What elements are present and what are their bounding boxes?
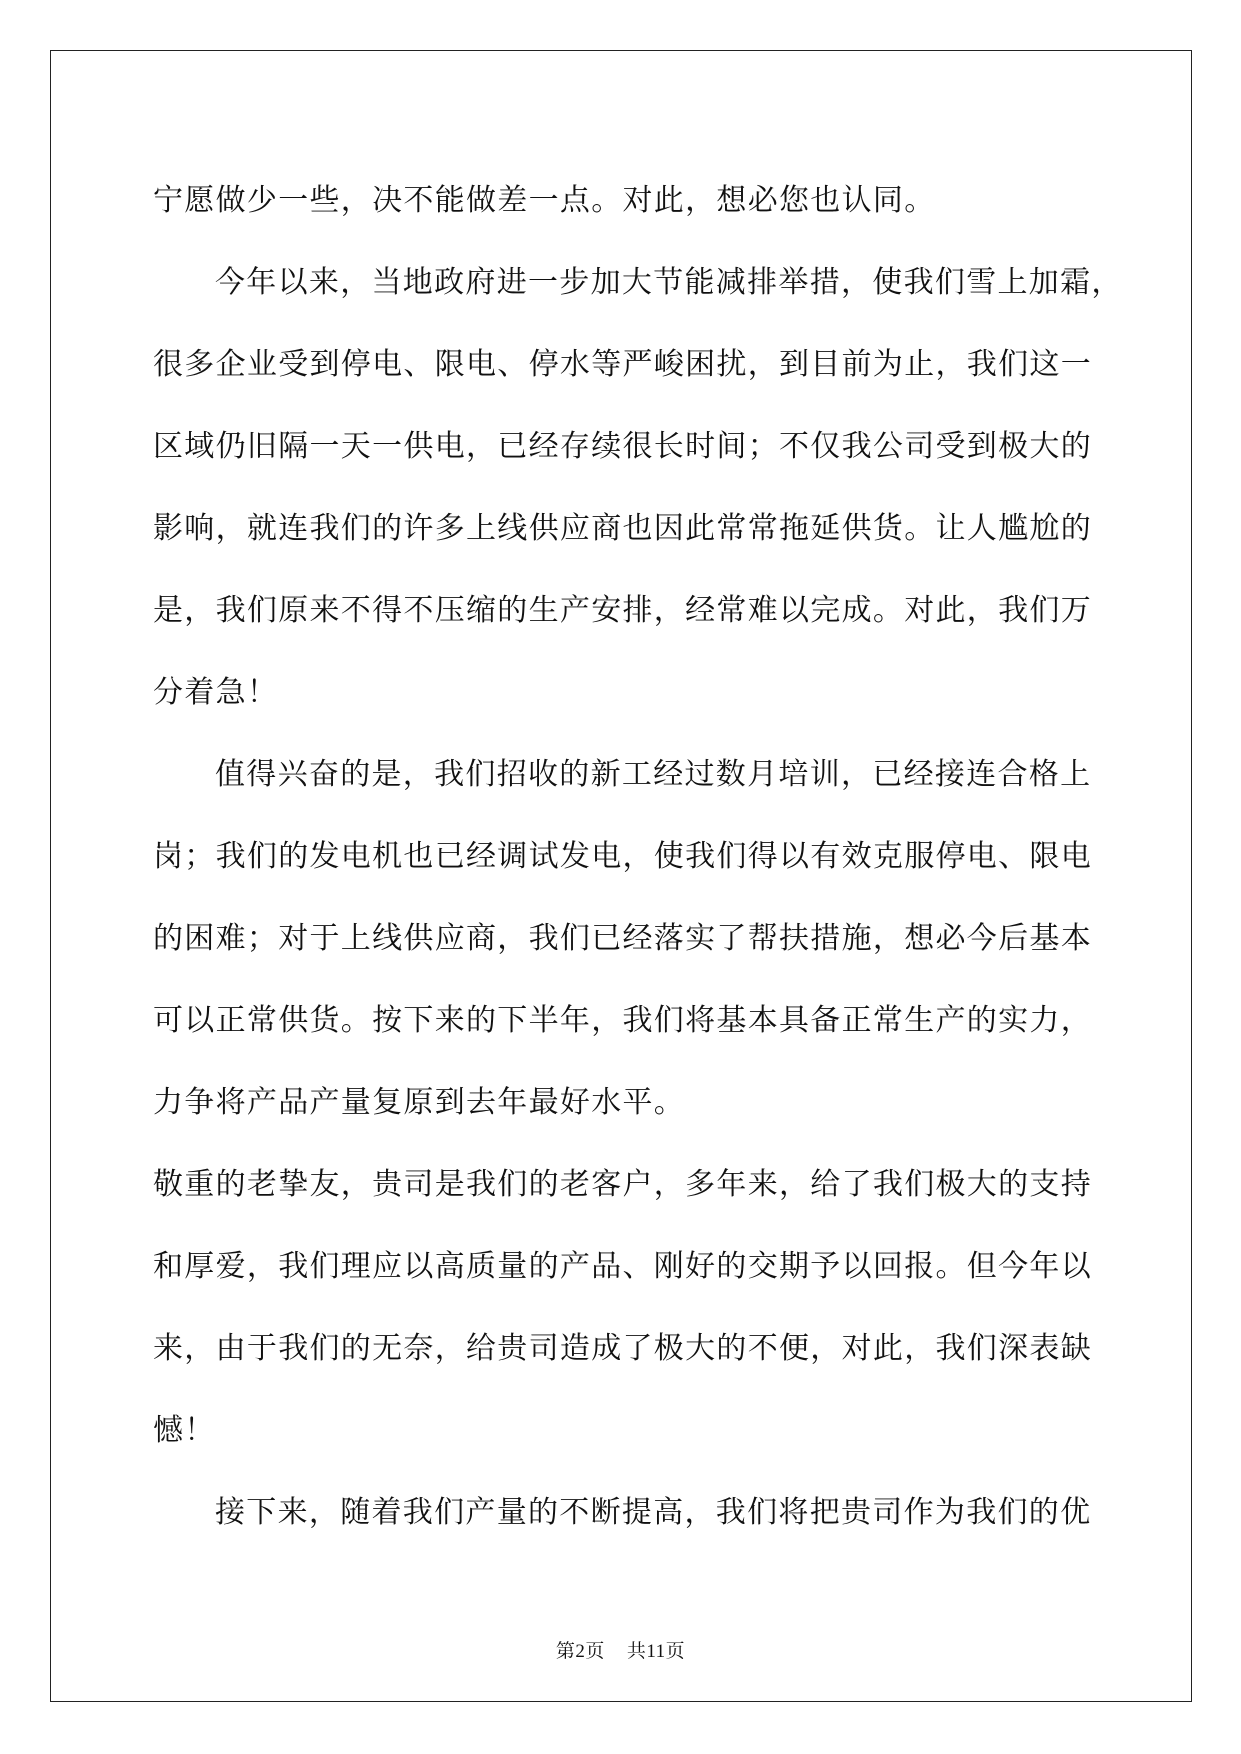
text-line: 宁愿做少一些，决不能做差一点。对此，想必您也认同。 bbox=[153, 183, 936, 218]
text-line: 值得兴奋的是，我们招收的新工经过数月培训，已经接连合格上 bbox=[215, 757, 1092, 792]
page-footer bbox=[0, 1636, 1241, 1663]
text-line: 很多企业受到停电、限电、停水等严峻困扰，到目前为止，我们这一 bbox=[153, 347, 1092, 382]
text-line: 憾！ bbox=[153, 1413, 216, 1448]
text-line: 影响，就连我们的许多上线供应商也因此常常拖延供货。让人尴尬的 bbox=[153, 511, 1092, 546]
text-line: 今年以来，当地政府进一步加大节能减排举措，使我们雪上加霜， bbox=[215, 265, 1123, 300]
text-line: 接下来，随着我们产量的不断提高，我们将把贵司作为我们的优 bbox=[215, 1495, 1092, 1530]
total-pages: 11 bbox=[646, 1641, 666, 1662]
text-line: 区域仍旧隔一天一供电，已经存续很长时间；不仅我公司受到极大的 bbox=[153, 429, 1092, 464]
text-line: 和厚爱，我们理应以高质量的产品、刚好的交期予以回报。但今年以 bbox=[153, 1249, 1092, 1284]
text-line: 敬重的老挚友，贵司是我们的老客户，多年来，给了我们极大的支持 bbox=[153, 1167, 1092, 1202]
total-prefix: 共 bbox=[626, 1640, 647, 1662]
page-number: 2 bbox=[575, 1641, 586, 1662]
text-line: 可以正常供货。按下来的下半年，我们将基本具备正常生产的实力， bbox=[153, 1003, 1092, 1038]
text-line: 力争将产品产量复原到去年最好水平。 bbox=[153, 1085, 686, 1120]
page-prefix: 第 bbox=[555, 1640, 576, 1662]
total-suffix: 页 bbox=[665, 1640, 686, 1662]
text-line: 的困难；对于上线供应商，我们已经落实了帮扶措施，想必今后基本 bbox=[153, 921, 1092, 956]
document-body bbox=[153, 160, 1123, 1554]
text-line: 来，由于我们的无奈，给贵司造成了极大的不便，对此，我们深表缺 bbox=[153, 1331, 1092, 1366]
text-line: 岗；我们的发电机也已经调试发电，使我们得以有效克服停电、限电 bbox=[153, 839, 1092, 874]
page-suffix: 页 bbox=[585, 1640, 605, 1662]
text-line: 分着急！ bbox=[153, 675, 279, 710]
text-line: 是，我们原来不得不压缩的生产安排，经常难以完成。对此，我们万 bbox=[153, 593, 1092, 628]
